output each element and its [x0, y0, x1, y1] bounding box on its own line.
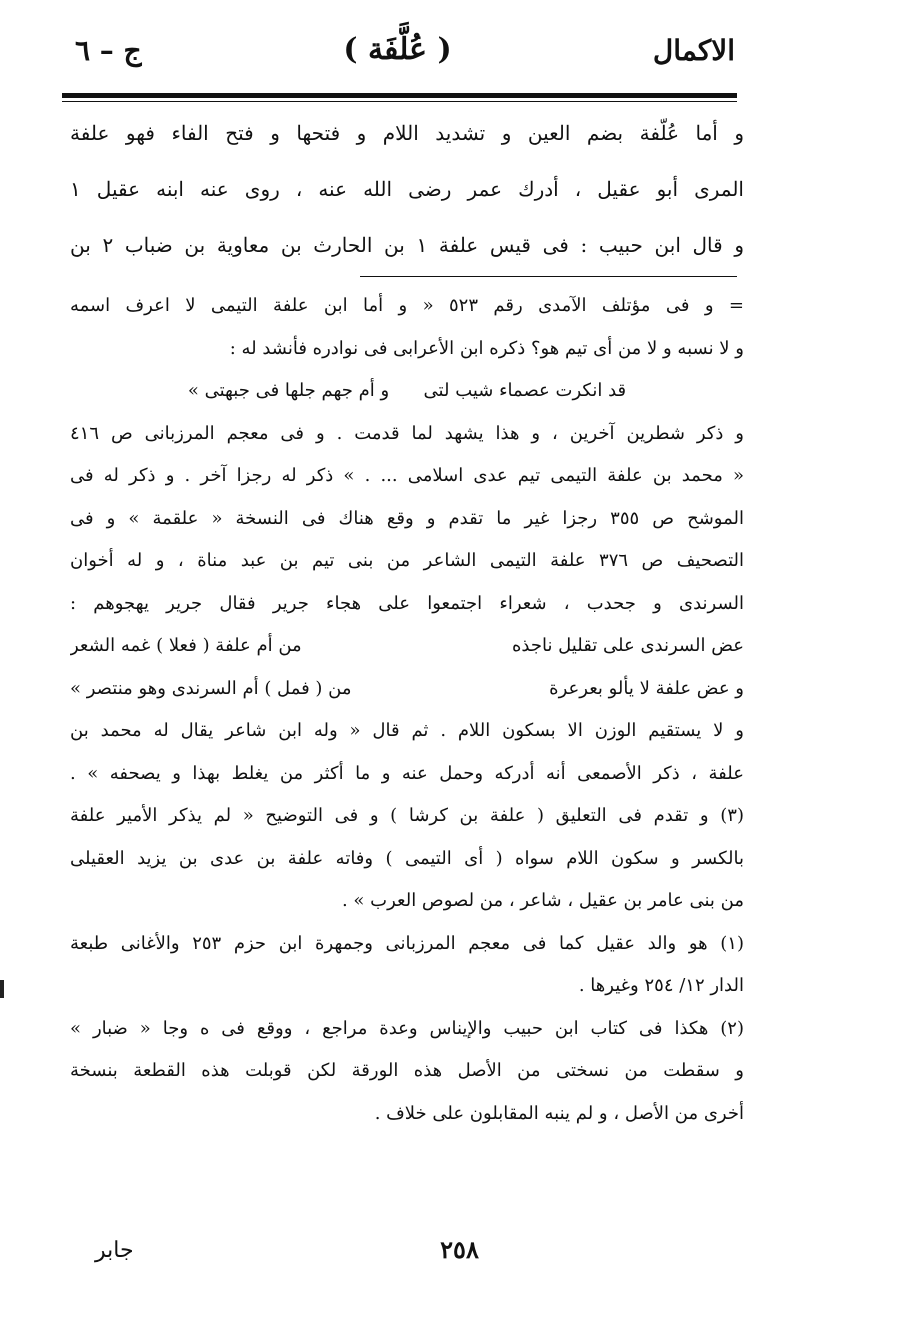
footnote-line: علفة ، ذكر الأصمعى أنه أدركه وحمل عنه و ما أكثر من يغلط بهذا و يصحفه » .	[70, 762, 744, 784]
poem-hemistich: قد انكرت عصماء شيب لتى	[423, 380, 627, 401]
footnote-line: السرندى و جحدب ، شعراء اجتمعوا على هجاء جرير فقال جرير يهجوهم :	[70, 592, 744, 614]
footnote-line: التصحيف ص ٣٧٦ علفة التيمى الشاعر من بنى تيم بن عبد مناة ، و له أخوان	[70, 550, 744, 571]
poem-verse	[70, 370, 744, 413]
poem-verse	[70, 625, 744, 668]
footnote-line: (٢) هكذا فى كتاب ابن حبيب والإيناس وعدة مراجع ، ووقع فى ه وجا « ضبار »	[70, 1017, 744, 1039]
footnote-line: و لا يستقيم الوزن الا بسكون اللام . ثم قال « وله ابن شاعر يقال له محمد بن	[70, 720, 744, 741]
scan-edge-mark	[0, 980, 4, 998]
header-rule-thin	[62, 101, 737, 102]
footnote-line: من بنى عامر بن عقيل ، شاعر ، من لصوص العرب » .	[341, 890, 744, 911]
footnote-line: بالكسر و سكون اللام سواه ( أى التيمى ) وفاته علفة بن عدى بن يزيد العقيلى	[70, 847, 744, 869]
footnote-line: الموشح ص ٣٥٥ رجزا غير ما تقدم و وقع هناك فى النسخة « علقمة » و فى	[70, 507, 744, 529]
header-book-title: الاكمال	[652, 34, 735, 67]
header-rule-thick	[62, 93, 737, 98]
footnote-line: أخرى من الأصل ، و لم ينبه المقابلون على خلاف .	[374, 1102, 744, 1124]
footnote-line: = و فى مؤتلف الآمدى رقم ٥٢٣ « و أما ابن علفة التيمى لا اعرف اسمه	[70, 295, 744, 316]
main-text	[70, 105, 744, 273]
page-header	[60, 22, 735, 92]
footnote-line: « محمد بن علفة التيمى تيم عدى اسلامى ... . » ذكر له رجزا آخر . و ذكر له فى	[70, 465, 744, 486]
main-line: المرى أبو عقيل ، أدرك عمر رضى الله عنه ، روى عنه ابنه عقيل ١	[70, 177, 744, 201]
poem-hemistich: من ( فمل ) أم السرندى وهو منتصر »	[70, 677, 352, 699]
footnote-continuation	[70, 285, 744, 1135]
footnote-line: الدار ١٢/ ٢٥٤ وغيرها .	[578, 975, 744, 996]
poem-hemistich: و عض علفة لا يألو بعرعرة	[549, 677, 744, 699]
poem-verse	[70, 668, 744, 711]
poem-hemistich: و أم جهم جلها فى جبهتى »	[187, 380, 390, 401]
footnote-line: و ذكر شطرين آخرين ، و هذا يشهد لما قدمت . و فى معجم المرزبانى ص ٤١٦	[70, 422, 744, 444]
footnote-line: و سقطت من نسختى من الأصل هذه الورقة لكن قوبلت هذه القطعة بنسخة	[70, 1060, 744, 1081]
footnote-line: (٣) و تقدم فى التعليق ( علفة بن كرشا ) و فى التوضيح « لم يذكر الأمير علفة	[70, 805, 744, 826]
page-number: ٢٥٨	[440, 1235, 479, 1264]
footnote-separator	[360, 276, 737, 277]
main-line: و قال ابن حبيب : فى قيس علفة ١ بن الحارث بن معاوية بن ضباب ٢ بن	[70, 233, 744, 257]
catchword: جابر	[95, 1238, 134, 1263]
poem-hemistich: من أم علفة ( فعلا ) غمه الشعر	[70, 635, 302, 656]
poem-hemistich: عض السرندى على تقليل ناجذه	[511, 635, 744, 656]
main-line: و أما عُلّفة بضم العين و تشديد اللام و فتحها و فتح الفاء فهو علفة	[70, 121, 744, 145]
header-volume: ج – ٦	[75, 34, 142, 67]
footnote-line: (١) هو والد عقيل كما فى معجم المرزبانى وجمهرة ابن حزم ٢٥٣ والأغانى طبعة	[70, 932, 744, 954]
footnote-line: و لا نسبه و لا من أى تيم هو؟ ذكره ابن الأعرابى فى نوادره فأنشد له :	[229, 337, 744, 359]
header-entry-title: ( عُلَّفَة )	[343, 32, 452, 67]
